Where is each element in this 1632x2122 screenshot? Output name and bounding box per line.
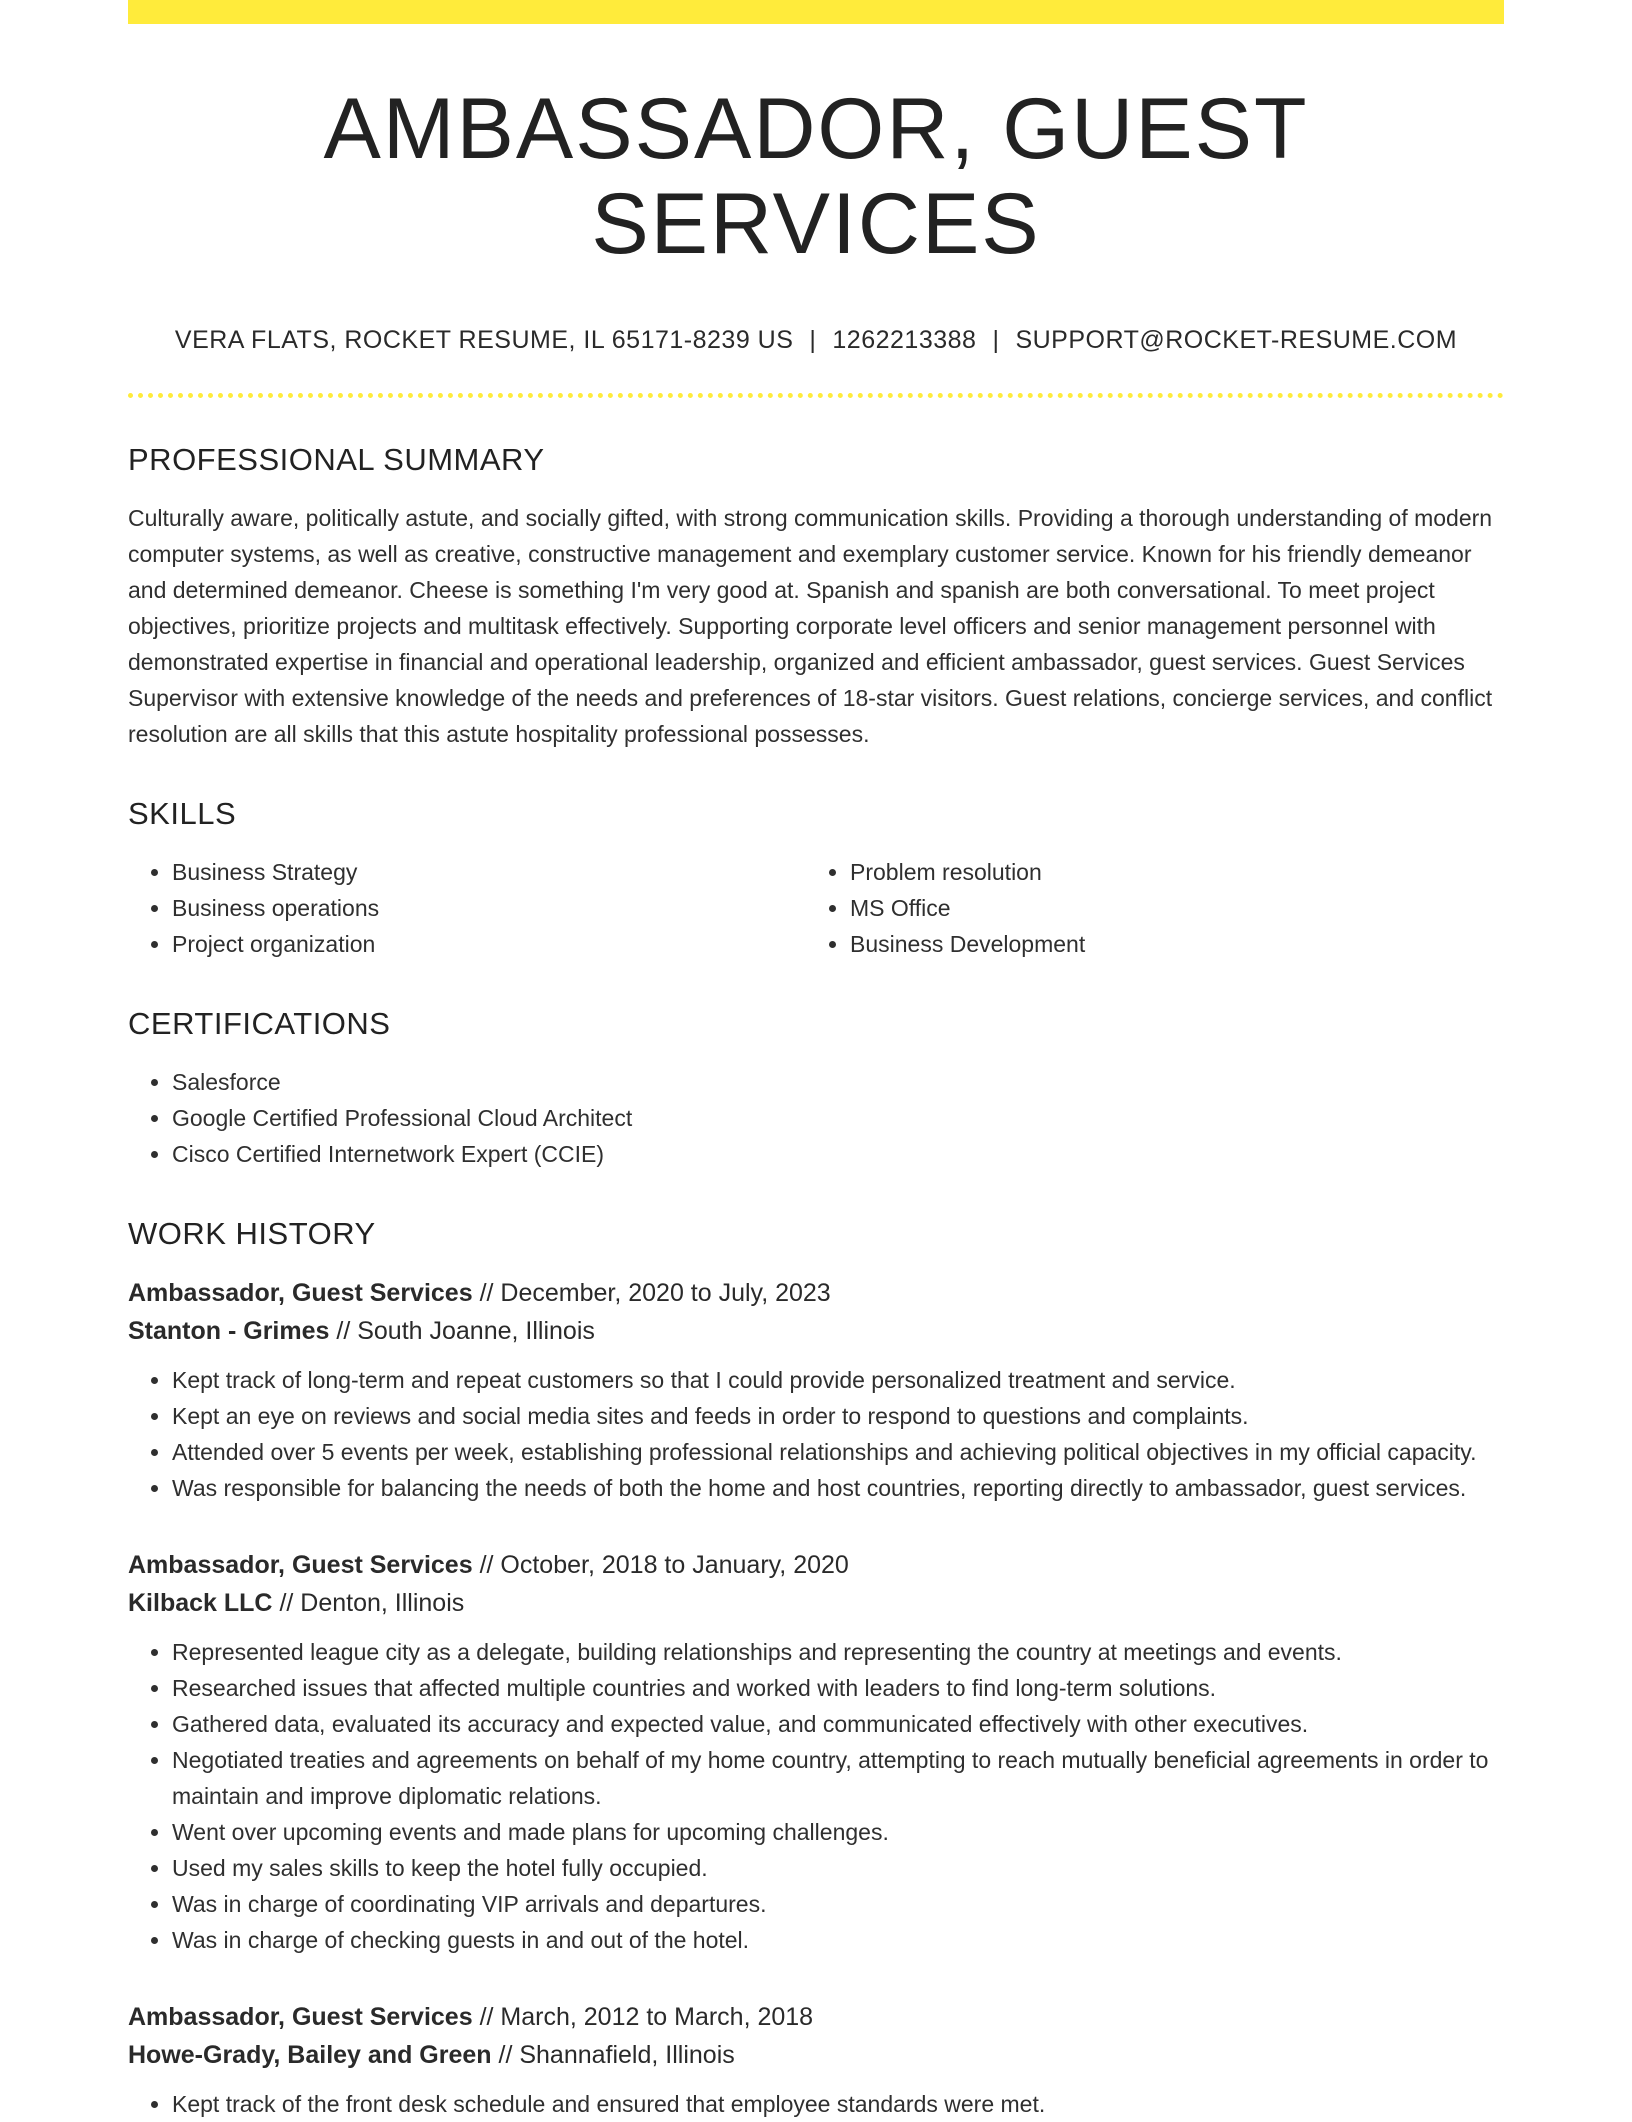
skills-list-right (806, 854, 1484, 962)
contact-separator: | (992, 326, 1000, 355)
job-role-line (128, 1546, 1504, 1584)
job-company-line (128, 1584, 1504, 1622)
contact-phone: 1262213388 (832, 326, 977, 355)
job-location: // Shannafield, Illinois (498, 2041, 735, 2070)
skill-item: • MS Office (850, 890, 1484, 926)
skill-item: • Business Strategy (172, 854, 806, 890)
job-bullets (128, 1634, 1504, 1958)
work-history-heading: WORK HISTORY (128, 1216, 376, 1252)
job-bullet: • Represented league city as a delegate, building relationships and representing the country at meetings and events. (172, 1634, 1504, 1670)
job-bullet: • Gathered data, evaluated its accuracy and expected value, and communicated effectively with other executives. (172, 1706, 1504, 1742)
certification-item: • Cisco Certified Internetwork Expert (CCIE) (172, 1136, 1504, 1172)
contact-separator: | (809, 326, 817, 355)
job-role-line (128, 1274, 1504, 1312)
job-company: Kilback LLC (128, 1589, 273, 1618)
job-bullet: • Negotiated treaties and agreements on behalf of my home country, attempting to reach mutually beneficial agreements in order to maintain and improve diplomatic relations. (172, 1742, 1504, 1814)
job-bullet: • Researched issues that affected multiple countries and worked with leaders to find long-term solutions. (172, 1670, 1504, 1706)
job-bullet: • Was responsible for balancing the needs of both the home and host countries, reporting directly to ambassador, guest services. (172, 1470, 1504, 1506)
job-bullets (128, 2086, 1504, 2122)
job-role-line (128, 1998, 1504, 2036)
job-entry (128, 1998, 1504, 2122)
skill-item: • Project organization (172, 926, 806, 962)
job-bullet: • Used my sales skills to keep the hotel fully occupied. (172, 1850, 1504, 1886)
contact-address: VERA FLATS, ROCKET RESUME, IL 65171-8239 US (174, 326, 794, 355)
skill-item: • Business Development (850, 926, 1484, 962)
certifications-list (128, 1064, 1504, 1172)
dotted-divider (128, 393, 1504, 398)
job-bullets (128, 1362, 1504, 1506)
job-dates: // October, 2018 to January, 2020 (479, 1551, 849, 1580)
skills-grid (128, 854, 1504, 962)
job-entry (128, 1546, 1504, 1958)
job-bullet: • Was in charge of checking guests in and out of the hotel. (172, 1922, 1504, 1958)
job-role: Ambassador, Guest Services (128, 1279, 473, 1308)
summary-heading: PROFESSIONAL SUMMARY (128, 442, 545, 478)
job-company-line (128, 1312, 1504, 1350)
job-location: // South Joanne, Illinois (336, 1317, 595, 1346)
job-role: Ambassador, Guest Services (128, 1551, 473, 1580)
job-bullet: • Kept an eye on reviews and social media sites and feeds in order to respond to questions and complaints. (172, 1398, 1504, 1434)
job-location: // Denton, Illinois (279, 1589, 465, 1618)
job-dates: // March, 2012 to March, 2018 (479, 2003, 814, 2032)
job-role: Ambassador, Guest Services (128, 2003, 473, 2032)
certifications-heading: CERTIFICATIONS (128, 1006, 391, 1042)
resume-page (128, 0, 1504, 2122)
certification-item: • Salesforce (172, 1064, 1504, 1100)
job-company: Stanton - Grimes (128, 1317, 330, 1346)
contact-email: SUPPORT@ROCKET-RESUME.COM (1015, 326, 1458, 355)
job-bullet: • Kept track of long-term and repeat customers so that I could provide personalized treatment and service. (172, 1362, 1504, 1398)
skill-item: • Problem resolution (850, 854, 1484, 890)
skill-item: • Business operations (172, 890, 806, 926)
skills-list-left (128, 854, 806, 962)
job-entry (128, 1274, 1504, 1506)
skills-heading: SKILLS (128, 796, 237, 832)
accent-bar (128, 0, 1504, 24)
job-dates: // December, 2020 to July, 2023 (479, 1279, 831, 1308)
job-bullet: • Was in charge of coordinating VIP arrivals and departures. (172, 1886, 1504, 1922)
job-bullet: • Went over upcoming events and made plans for upcoming challenges. (172, 1814, 1504, 1850)
resume-title: AMBASSADOR, GUEST SERVICES (323, 81, 1309, 272)
contact-line (128, 326, 1504, 355)
job-company: Howe-Grady, Bailey and Green (128, 2041, 492, 2070)
job-bullet: • Kept track of the front desk schedule and ensured that employee standards were met. (172, 2086, 1504, 2122)
certification-item: • Google Certified Professional Cloud Architect (172, 1100, 1504, 1136)
summary-text: Culturally aware, politically astute, and socially gifted, with strong communication skills. Providing a thorough understanding of modern computer systems, as well as creative, constructive management and exemplary customer service. Known for his friendly demeanor and determined demeanor. Cheese is something I'm very good at. Spanish and spanish are both conversational. To meet project objectives, prioritize projects and multitask effectively. Supporting corporate level officers and senior management personnel with demonstrated expertise in financial and operational leadership, organized and efficient ambassador, guest services. Guest Services Supervisor with extensive knowledge of the needs and preferences of 18-star visitors. Guest relations, concierge services, and conflict resolution are all skills that this astute hospitality professional possesses. (128, 505, 1493, 748)
job-bullet: • Attended over 5 events per week, establishing professional relationships and achieving political objectives in my official capacity. (172, 1434, 1504, 1470)
job-company-line (128, 2036, 1504, 2074)
